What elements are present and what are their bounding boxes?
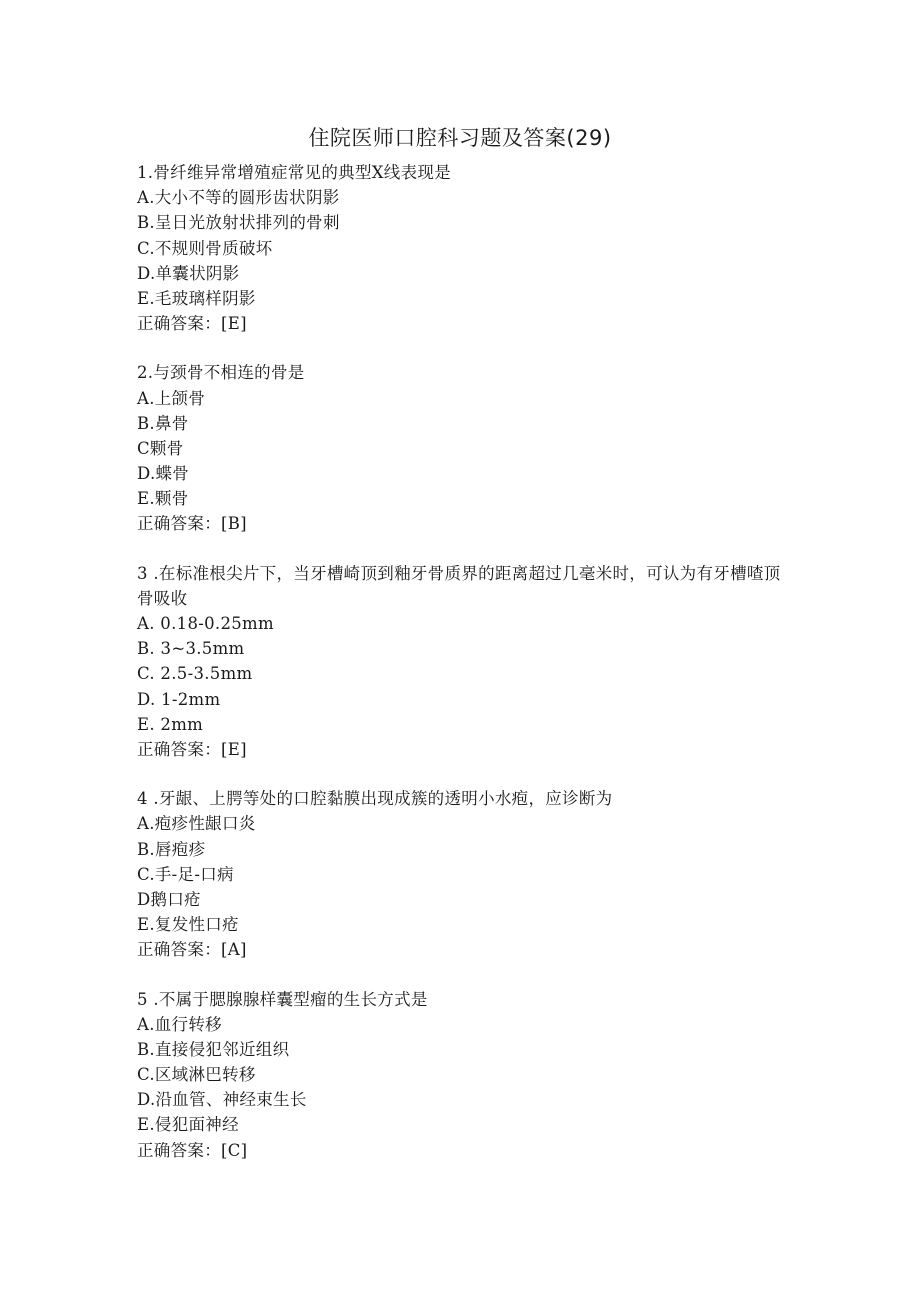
document-title: 住院医师口腔科习题及答案(29) — [308, 126, 612, 150]
option-d: D.蝶骨 — [137, 464, 190, 484]
option-b: B.直接侵犯邻近组织 — [137, 1039, 290, 1059]
option-a: A. 0.18-0.25mm — [137, 614, 274, 634]
correct-answer: 正确答案：[C] — [137, 1140, 248, 1160]
option-b: B.鼻骨 — [137, 413, 189, 433]
option-d: D.单囊状阴影 — [137, 263, 240, 283]
question-3 — [137, 561, 787, 763]
option-e: E.侵犯面神经 — [137, 1115, 239, 1135]
question-stem: 5 .不属于腮腺腺样囊型瘤的生长方式是 — [137, 989, 428, 1009]
option-b: B.唇疱疹 — [137, 839, 206, 859]
option-c: C.手-足-口病 — [137, 864, 234, 884]
option-a: A.大小不等的圆形齿状阴影 — [137, 188, 340, 208]
option-c: C颗骨 — [137, 438, 184, 458]
option-d: D.沿血管、神经束生长 — [137, 1090, 307, 1110]
question-2 — [137, 360, 787, 536]
option-a: A.上颌骨 — [137, 388, 206, 408]
option-b: B.呈日光放射状排列的骨刺 — [137, 213, 340, 233]
option-e: E. 2mm — [137, 714, 204, 734]
option-a: A.血行转移 — [137, 1014, 222, 1034]
option-c: C.不规则骨质破坏 — [137, 238, 273, 258]
question-stem: 4 .牙龈、上腭等处的口腔黏膜出现成簇的透明小水疱，应诊断为 — [137, 789, 613, 809]
correct-answer: 正确答案：[A] — [137, 940, 247, 960]
question-5 — [137, 987, 787, 1163]
correct-answer: 正确答案：[E] — [137, 314, 247, 334]
option-b: B. 3~3.5mm — [137, 639, 245, 659]
correct-answer: 正确答案：[B] — [137, 514, 247, 534]
option-d: D鹅口疮 — [137, 889, 201, 909]
question-1 — [137, 160, 787, 336]
option-c: C.区域淋巴转移 — [137, 1065, 256, 1085]
option-e: E.复发性口疮 — [137, 915, 239, 935]
correct-answer: 正确答案：[E] — [137, 740, 247, 759]
question-stem: 1.骨纤维异常增殖症常见的典型X线表现是 — [137, 163, 451, 182]
option-e: E.毛玻璃样阴影 — [137, 288, 256, 308]
option-e: E.颗骨 — [137, 489, 189, 509]
option-d: D. 1-2mm — [137, 689, 221, 709]
question-stem: 3 .在标准根尖片下，当牙槽崎顶到釉牙骨质界的距离超过几毫米时，可认为有牙槽喳顶骨吸收 — [137, 563, 781, 608]
question-list — [137, 160, 787, 1187]
option-c: C. 2.5-3.5mm — [137, 664, 253, 684]
question-stem: 2.与颈骨不相连的骨是 — [137, 363, 305, 383]
option-a: A.疱疹性龈口炎 — [137, 814, 256, 834]
question-4 — [137, 786, 787, 962]
